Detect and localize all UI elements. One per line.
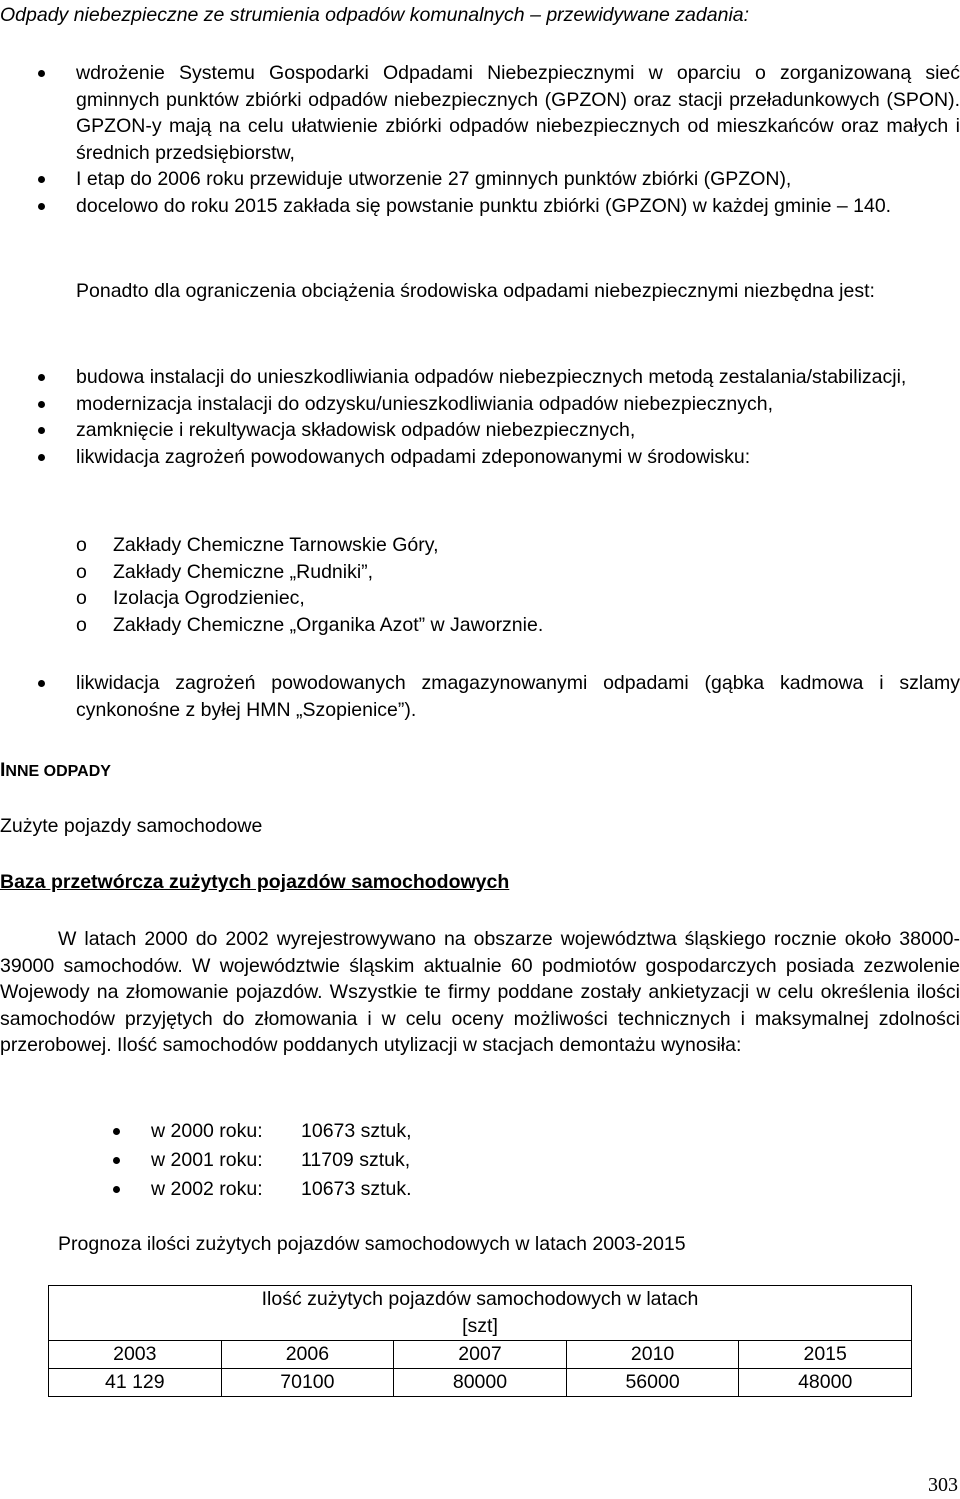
list-item: wdrożenie Systemu Gospodarki Odpadami Niebezpiecznymi w oparciu o zorganizowaną sieć gminnych punktów zbiórki odpadów niebezpiecznych (GPZON) oraz stacji przeładunkowych (SPON). GPZON-y mają na celu ułatwienie zbiórki odpadów niebezpiecznych od mieszkańców oraz małych i średnich przedsiębiorstw,	[0, 60, 960, 166]
list-item	[0, 559, 960, 586]
site-name: Zakłady Chemiczne „Rudniki”,	[113, 560, 374, 583]
disposal-year: w 2001 roku:	[151, 1149, 263, 1171]
tasks-list	[0, 60, 960, 219]
list-item	[0, 1118, 960, 1147]
list-item: I etap do 2006 roku przewiduje utworzenie 27 gminnych punktów zbiórki (GPZON),	[0, 166, 960, 193]
section-heading-initial: I	[0, 759, 6, 781]
table-cell: 48000	[739, 1369, 912, 1397]
site-name: Izolacja Ogrodzieniec,	[113, 587, 305, 609]
disposal-count: 10673 sztuk,	[301, 1120, 412, 1142]
list-item: zamknięcie i rekultywacja składowisk odpadów niebezpiecznych,	[0, 417, 960, 444]
list-item: likwidacja zagrożeń powodowanych zmagazynowanymi odpadami (gąbka kadmowa i szlamy cynkonośne z byłej HMN „Szopienice”).	[0, 670, 960, 723]
list-item	[0, 1176, 960, 1205]
table-cell: 70100	[221, 1369, 394, 1397]
table-cell: 41 129	[49, 1369, 222, 1397]
table-cell: 2003	[49, 1341, 222, 1369]
section-heading-rest: NNE ODPADY	[5, 763, 111, 780]
list-item: likwidacja zagrożeń powodowanych odpadami zdeponowanymi w środowisku:	[0, 444, 960, 471]
table-row	[49, 1341, 912, 1369]
site-name: Zakłady Chemiczne Tarnowskie Góry,	[113, 534, 439, 556]
needs-list	[0, 364, 960, 470]
list-item	[0, 612, 960, 639]
list-item: modernizacja instalacji do odzysku/unieszkodliwiania odpadów niebezpiecznych,	[0, 391, 960, 418]
table-row	[49, 1369, 912, 1397]
disposal-year: w 2002 roku:	[151, 1178, 263, 1200]
intro-paragraph: Ponadto dla ograniczenia obciążenia środowiska odpadami niebezpiecznymi niezbędna jest:	[76, 280, 875, 302]
table-header-cell	[49, 1286, 912, 1341]
table-header-line: Ilość zużytych pojazdów samochodowych w latach	[261, 1288, 699, 1310]
disposal-list	[0, 1118, 960, 1205]
section-heading	[0, 757, 111, 786]
body-paragraph: W latach 2000 do 2002 wyrejestrowywano na obszarze województwa śląskiego rocznie około 38000-39000 samochodów. W województwie śląskim aktualnie 60 podmiotów gospodarczych posiada zezwolenie Wojewody na złomowanie pojazdów. Wszystkie te firmy poddane zostały ankietyzacji w celu określenia ilości samochodów przyjętych do złomowania i w celu oceny możliwości technicznych i maksymalnej zdolności przerobowej. Ilość samochodów poddanych utylizacji w stacjach demontażu wynosiła:	[0, 928, 960, 1056]
table-cell: 2006	[221, 1341, 394, 1369]
list-marker: o	[76, 587, 87, 609]
list-item: budowa instalacji do unieszkodliwiania odpadów niebezpiecznych metodą zestalania/stabilizacji,	[0, 364, 960, 391]
disposal-count: 11709 sztuk,	[301, 1149, 411, 1171]
disposal-year: w 2000 roku:	[151, 1120, 263, 1142]
table-cell: 56000	[566, 1369, 739, 1397]
list-item	[0, 585, 960, 612]
table-cell: 2010	[566, 1341, 739, 1369]
disposal-count: 10673 sztuk.	[301, 1178, 412, 1200]
forecast-table	[48, 1285, 912, 1397]
site-name: Zakłady Chemiczne „Organika Azot” w Jaworznie.	[113, 613, 544, 636]
subheading: Zużyte pojazdy samochodowe	[0, 815, 263, 837]
table-cell: 80000	[394, 1369, 567, 1397]
page-number: 303	[928, 1474, 958, 1496]
list-marker: o	[76, 613, 87, 636]
table-cell: 2015	[739, 1341, 912, 1369]
list-item	[0, 1147, 960, 1176]
list-marker: o	[76, 560, 87, 583]
list-item	[0, 532, 960, 559]
table-header-unit: [szt]	[462, 1315, 498, 1337]
page-title: Odpady niebezpieczne ze strumienia odpadów komunalnych – przewidywane zadania:	[0, 4, 750, 26]
table-cell: 2007	[394, 1341, 567, 1369]
list-item: docelowo do roku 2015 zakłada się powstanie punktu zbiórki (GPZON) w każdej gminie – 140.	[0, 193, 960, 220]
forecast-title: Prognoza ilości zużytych pojazdów samochodowych w latach 2003-2015	[58, 1233, 686, 1255]
sites-list	[0, 532, 960, 638]
last-need-list	[0, 670, 960, 723]
list-marker: o	[76, 534, 87, 556]
table-header-row	[49, 1286, 912, 1341]
bold-heading: Baza przetwórcza zużytych pojazdów samochodowych	[0, 871, 510, 893]
